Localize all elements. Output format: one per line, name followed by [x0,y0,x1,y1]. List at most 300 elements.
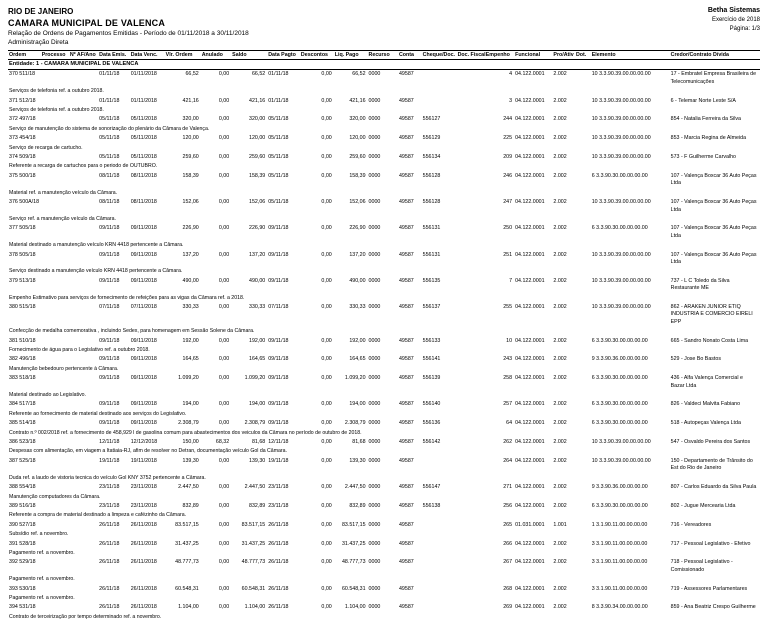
table-row[interactable] [8,198,760,215]
order-number: 387 525/18 [8,457,41,474]
project-activity: 2.002 [552,558,575,575]
table-row[interactable] [8,97,760,106]
due-date: 09/11/2018 [130,400,165,409]
issue-date: 05/11/18 [98,115,130,124]
table-row-description [8,346,760,355]
table-row-description [8,530,760,539]
check-doc-number: 556142 [422,438,457,447]
process-number [41,224,69,241]
table-row[interactable] [8,153,760,162]
table-row[interactable] [8,603,760,612]
due-date: 09/11/2018 [130,337,165,346]
check-doc-number: 556137 [422,303,457,327]
order-description: Empenho Estimativo para serviços de fornecimento de refeições para as vigas da Câmara ref. a 2018. [8,294,760,303]
order-number: 380 515/18 [8,303,41,327]
check-doc-number: 556128 [422,198,457,215]
order-description: Pagamento ref. a novembro. [8,549,760,558]
order-description: Subsídio ref. a novembro. [8,530,760,539]
creditor-name: 529 - Jose Bo Bastos [670,355,760,364]
table-row-description [8,410,760,419]
process-number [41,153,69,162]
net-paid-value: 2.308,79 [334,419,368,428]
order-value: 48.777,73 [165,558,201,575]
project-activity: 2.002 [552,303,575,327]
order-value: 320,00 [165,115,201,124]
order-number: 370 511/18 [8,70,41,87]
table-row[interactable] [8,70,760,87]
col-dot: Dot. [575,51,591,60]
table-row[interactable] [8,303,760,327]
commitment-number: 251 [485,251,514,268]
order-description: Referente a compra de material destinado a limpeza e cafézinho da Câmara. [8,511,760,520]
element-code: 6 3.3.90.30.00.00.00.00 [591,224,670,241]
allocation [575,277,591,294]
due-date: 12/12/2018 [130,438,165,447]
process-number [41,97,69,106]
net-paid-value: 164,65 [334,355,368,364]
allocation [575,502,591,511]
table-row[interactable] [8,558,760,575]
creditor-name: 107 - Valença Boxcar 36 Auto Peças Ltda [670,251,760,268]
allocation [575,303,591,327]
account-number: 49587 [398,483,422,492]
process-number [41,457,69,474]
order-value: 192,00 [165,337,201,346]
commitment-number: 266 [485,540,514,549]
table-row[interactable] [8,172,760,189]
payment-date: 09/11/18 [267,337,300,346]
allocation [575,337,591,346]
annulled-value: 0,00 [201,540,231,549]
allocation [575,355,591,364]
table-row-description [8,365,760,374]
entity-row [8,60,760,70]
af-year [69,457,98,474]
element-code: 3 3.1.90.11.00.00.00.00 [591,585,670,594]
payment-date: 05/11/18 [267,153,300,162]
table-row-description [8,267,760,276]
commitment-number: 262 [485,438,514,447]
payment-date: 12/11/18 [267,438,300,447]
col-saldo: Saldo [231,51,267,60]
order-value: 31.437,25 [165,540,201,549]
col-pro-ativ: Pro/Ativ [552,51,575,60]
creditor-name: 719 - Assessores Parlamentares [670,585,760,594]
discount-value: 0,00 [300,483,334,492]
account-number: 49587 [398,153,422,162]
table-row-description [8,87,760,96]
order-description: Serviço de recarga de cartucho. [8,144,760,153]
table-row[interactable] [8,134,760,143]
col-data-pagto: Data Pagto [267,51,300,60]
allocation [575,134,591,143]
project-activity: 2.002 [552,70,575,87]
fiscal-doc [457,540,485,549]
account-number: 49587 [398,172,422,189]
balance-value: 48.777,73 [231,558,267,575]
fiscal-doc [457,374,485,391]
project-activity: 2.002 [552,374,575,391]
table-row[interactable] [8,337,760,346]
project-activity: 2.002 [552,198,575,215]
discount-value: 0,00 [300,374,334,391]
check-doc-number: 556128 [422,172,457,189]
check-doc-number [422,540,457,549]
account-number: 49587 [398,224,422,241]
col-funcional: Funcional [514,51,552,60]
balance-value: 60.548,31 [231,585,267,594]
resource-code: 0000 [368,457,398,474]
functional-code: 04.122.0001 [514,303,552,327]
discount-value: 0,00 [300,337,334,346]
check-doc-number [422,521,457,530]
creditor-name: 802 - Jugue Mercearia Ltda [670,502,760,511]
entity-label: Entidade: 1 - CAMARA MUNICIPAL DE VALENCA [8,60,760,70]
discount-value: 0,00 [300,224,334,241]
af-year [69,502,98,511]
annulled-value: 0,00 [201,374,231,391]
commitment-number: 209 [485,153,514,162]
balance-value: 832,89 [231,502,267,511]
due-date: 01/11/2018 [130,97,165,106]
discount-value: 0,00 [300,70,334,87]
discount-value: 0,00 [300,540,334,549]
account-number: 49587 [398,251,422,268]
commitment-number: 247 [485,198,514,215]
issue-date: 09/11/18 [98,224,130,241]
commitment-number: 267 [485,558,514,575]
discount-value: 0,00 [300,198,334,215]
element-code: 6 3.3.90.30.00.00.00.00 [591,374,670,391]
process-number [41,400,69,409]
discount-value: 0,00 [300,585,334,594]
order-description: Serviços de telefonia ref. a outubro 2018. [8,106,760,115]
col-liq-pago: Liq. Pago [334,51,368,60]
account-number: 49587 [398,277,422,294]
discount-value: 0,00 [300,277,334,294]
af-year [69,198,98,215]
order-description: Serviços de telefonia ref. a outubro 2018. [8,87,760,96]
functional-code: 04.122.0001 [514,400,552,409]
element-code: 6 3.3.90.30.00.00.00.00 [591,419,670,428]
account-number: 49587 [398,521,422,530]
project-activity: 2.002 [552,153,575,162]
fiscal-doc [457,224,485,241]
fiscal-doc [457,303,485,327]
payment-date: 09/11/18 [267,355,300,364]
resource-code: 0000 [368,134,398,143]
col-data-vencimento: Data Venc. [130,51,165,60]
table-row-description [8,294,760,303]
table-row[interactable] [8,224,760,241]
annulled-value: 0,00 [201,521,231,530]
process-number [41,438,69,447]
check-doc-number: 556138 [422,502,457,511]
net-paid-value: 226,90 [334,224,368,241]
element-code: 6 3.3.90.30.00.00.00.00 [591,502,670,511]
order-number: 393 530/18 [8,585,41,594]
payment-date: 23/11/18 [267,483,300,492]
account-number: 49587 [398,603,422,612]
balance-value: 31.437,25 [231,540,267,549]
net-paid-value: 1.099,20 [334,374,368,391]
table-row-description [8,215,760,224]
project-activity: 2.002 [552,585,575,594]
fiscal-doc [457,457,485,474]
table-row[interactable] [8,438,760,447]
report-title: Relação de Ordens de Pagamentos Emitidas - Período de 01/11/2018 a 30/11/2018 [8,29,249,38]
check-doc-number: 556140 [422,400,457,409]
table-row[interactable] [8,502,760,511]
process-number [41,70,69,87]
annulled-value: 0,00 [201,115,231,124]
order-number: 376 500A/18 [8,198,41,215]
order-number: 382 496/18 [8,355,41,364]
order-number: 394 531/18 [8,603,41,612]
resource-code: 0000 [368,558,398,575]
commitment-number: 3 [485,97,514,106]
creditor-name: 665 - Sandro Nonato Costa Lima [670,337,760,346]
element-code: 10 3.3.90.39.00.00.00.00 [591,115,670,124]
process-number [41,603,69,612]
resource-code: 0000 [368,251,398,268]
functional-code: 04.122.0001 [514,277,552,294]
af-year [69,153,98,162]
order-number: 375 500/18 [8,172,41,189]
resource-code: 0000 [368,198,398,215]
element-code: 10 3.3.90.39.00.00.00.00 [591,438,670,447]
account-number: 49587 [398,502,422,511]
order-description: Fornecimento de água para o Legislativo ref. a outubro 2018. [8,346,760,355]
balance-value: 120,00 [231,134,267,143]
order-value: 490,00 [165,277,201,294]
table-row[interactable] [8,374,760,391]
check-doc-number [422,457,457,474]
order-description: Serviço destinado a manutenção veículo KRN 4418 pertencente a Câmara. [8,267,760,276]
af-year [69,224,98,241]
issue-date: 19/11/18 [98,457,130,474]
order-number: 371 512/18 [8,97,41,106]
element-code: 1 3.1.90.11.00.00.00.00 [591,521,670,530]
resource-code: 0000 [368,438,398,447]
process-number [41,374,69,391]
discount-value: 0,00 [300,355,334,364]
order-description: Despesas com alimentação, em viagem a Itatiaia-RJ, afim de resolver no Detran, documentação veículo Gol da Câmara. [8,447,760,456]
issue-date: 26/11/18 [98,558,130,575]
order-number: 391 528/18 [8,540,41,549]
af-year [69,97,98,106]
annulled-value: 0,00 [201,355,231,364]
element-code: 6 3.3.90.30.00.00.00.00 [591,400,670,409]
functional-code: 04.122.0001 [514,374,552,391]
fiscal-doc [457,115,485,124]
order-number: 389 516/18 [8,502,41,511]
creditor-name: 807 - Carlos Eduardo da Silva Paula [670,483,760,492]
col-data-emissao: Data Emis. [98,51,130,60]
net-paid-value: 330,33 [334,303,368,327]
functional-code: 04.122.0001 [514,224,552,241]
element-code: 10 3.3.90.39.00.00.00.00 [591,153,670,162]
order-description: Contrato n.º 002/2018 ref. a fornecimento de 458,929 l de gasolina comum para abastecimentos dos veiculos da Câmara no período de outubro de 2018. [8,429,760,438]
col-recurso: Recurso [368,51,398,60]
project-activity: 2.002 [552,457,575,474]
annulled-value: 0,00 [201,337,231,346]
project-activity: 2.002 [552,337,575,346]
project-activity: 2.002 [552,400,575,409]
element-code: 10 3.3.90.39.00.00.00.00 [591,457,670,474]
page-number: Página: 1/3 [708,25,760,34]
due-date: 05/11/2018 [130,115,165,124]
check-doc-number [422,558,457,575]
payment-date: 09/11/18 [267,251,300,268]
creditor-name: 853 - Marcia Regina de Almeida [670,134,760,143]
annulled-value: 0,00 [201,97,231,106]
table-row[interactable] [8,483,760,492]
af-year [69,419,98,428]
resource-code: 0000 [368,483,398,492]
check-doc-number [422,70,457,87]
issue-date: 01/11/18 [98,97,130,106]
commitment-number: 268 [485,585,514,594]
table-row[interactable] [8,277,760,294]
functional-code: 04.122.0001 [514,419,552,428]
order-number: 390 527/18 [8,521,41,530]
issue-date: 08/11/18 [98,198,130,215]
project-activity: 2.002 [552,419,575,428]
fiscal-doc [457,251,485,268]
account-number: 49587 [398,419,422,428]
check-doc-number: 556147 [422,483,457,492]
order-number: 383 518/18 [8,374,41,391]
af-year [69,521,98,530]
discount-value: 0,00 [300,303,334,327]
commitment-number: 264 [485,457,514,474]
allocation [575,457,591,474]
fiscal-doc [457,70,485,87]
resource-code: 0000 [368,502,398,511]
balance-value: 194,00 [231,400,267,409]
project-activity: 2.002 [552,438,575,447]
commitment-number: 265 [485,521,514,530]
fiscal-doc [457,585,485,594]
payment-date: 09/11/18 [267,277,300,294]
issue-date: 23/11/18 [98,502,130,511]
table-row-description [8,511,760,520]
resource-code: 0000 [368,400,398,409]
af-year [69,303,98,327]
check-doc-number: 556135 [422,277,457,294]
net-paid-value: 139,30 [334,457,368,474]
net-paid-value: 832,89 [334,502,368,511]
discount-value: 0,00 [300,115,334,124]
commitment-number: 64 [485,419,514,428]
balance-value: 2.308,79 [231,419,267,428]
element-code: 9 3.3.90.36.00.00.00.00 [591,355,670,364]
functional-code: 01.031.0001 [514,521,552,530]
due-date: 05/11/2018 [130,153,165,162]
balance-value: 158,39 [231,172,267,189]
check-doc-number: 556139 [422,374,457,391]
due-date: 09/11/2018 [130,374,165,391]
annulled-value: 0,00 [201,153,231,162]
issue-date: 07/11/18 [98,303,130,327]
order-description: Serviço ref. a manutenção veículo da Câmara. [8,215,760,224]
payment-date: 26/11/18 [267,603,300,612]
order-description: Referente a recarga de cartuchos para o periodo de OUTUBRO. [8,162,760,171]
table-row[interactable] [8,419,760,428]
net-paid-value: 31.437,25 [334,540,368,549]
functional-code: 04.122.0001 [514,540,552,549]
organization-name: CAMARA MUNICIPAL DE VALENCA [8,17,249,29]
resource-code: 0000 [368,603,398,612]
col-descontos: Descontos [300,51,334,60]
element-code: 10 3.3.90.39.00.00.00.00 [591,198,670,215]
order-value: 1.104,00 [165,603,201,612]
annulled-value: 0,00 [201,224,231,241]
payment-date: 26/11/18 [267,558,300,575]
table-row[interactable] [8,251,760,268]
payment-date: 09/11/18 [267,224,300,241]
order-description: Serviço de manutenção do sistema de sonorização do plenário da Câmara de Valença. [8,125,760,134]
table-row[interactable] [8,521,760,530]
table-row[interactable] [8,540,760,549]
table-row-description [8,429,760,438]
balance-value: 2.447,50 [231,483,267,492]
net-paid-value: 152,06 [334,198,368,215]
issue-date: 26/11/18 [98,540,130,549]
issue-date: 09/11/18 [98,251,130,268]
commitment-number: 250 [485,224,514,241]
resource-code: 0000 [368,153,398,162]
issue-date: 09/11/18 [98,277,130,294]
col-empenho: Empenho [485,51,514,60]
due-date: 26/11/2018 [130,603,165,612]
annulled-value: 0,00 [201,277,231,294]
balance-value: 490,00 [231,277,267,294]
functional-code: 04.122.0001 [514,558,552,575]
administration-label: Administração Direta [8,38,249,47]
table-row[interactable] [8,355,760,364]
allocation [575,438,591,447]
order-description: Confecção de medalha comemorativa , incluindo Sedex, para homenagem em Sessão Solene da Câmara. [8,327,760,336]
net-paid-value: 137,20 [334,251,368,268]
table-row[interactable] [8,400,760,409]
af-year [69,277,98,294]
table-row[interactable] [8,115,760,124]
af-year [69,172,98,189]
account-number: 49587 [398,115,422,124]
creditor-name: 107 - Valença Boxcar 36 Auto Peças Ltda [670,198,760,215]
order-description: Pagamento ref. a novembro. [8,594,760,603]
table-row[interactable] [8,457,760,474]
resource-code: 0000 [368,540,398,549]
af-year [69,585,98,594]
order-number: 381 510/18 [8,337,41,346]
table-row[interactable] [8,585,760,594]
order-value: 152,06 [165,198,201,215]
resource-code: 0000 [368,374,398,391]
annulled-value: 0,00 [201,502,231,511]
fiscal-doc [457,198,485,215]
balance-value: 139,30 [231,457,267,474]
allocation [575,558,591,575]
project-activity: 2.002 [552,172,575,189]
fiscal-doc [457,277,485,294]
fiscal-doc [457,419,485,428]
element-code: 3 3.1.90.11.00.00.00.00 [591,558,670,575]
header-right-block [708,6,760,34]
order-value: 194,00 [165,400,201,409]
